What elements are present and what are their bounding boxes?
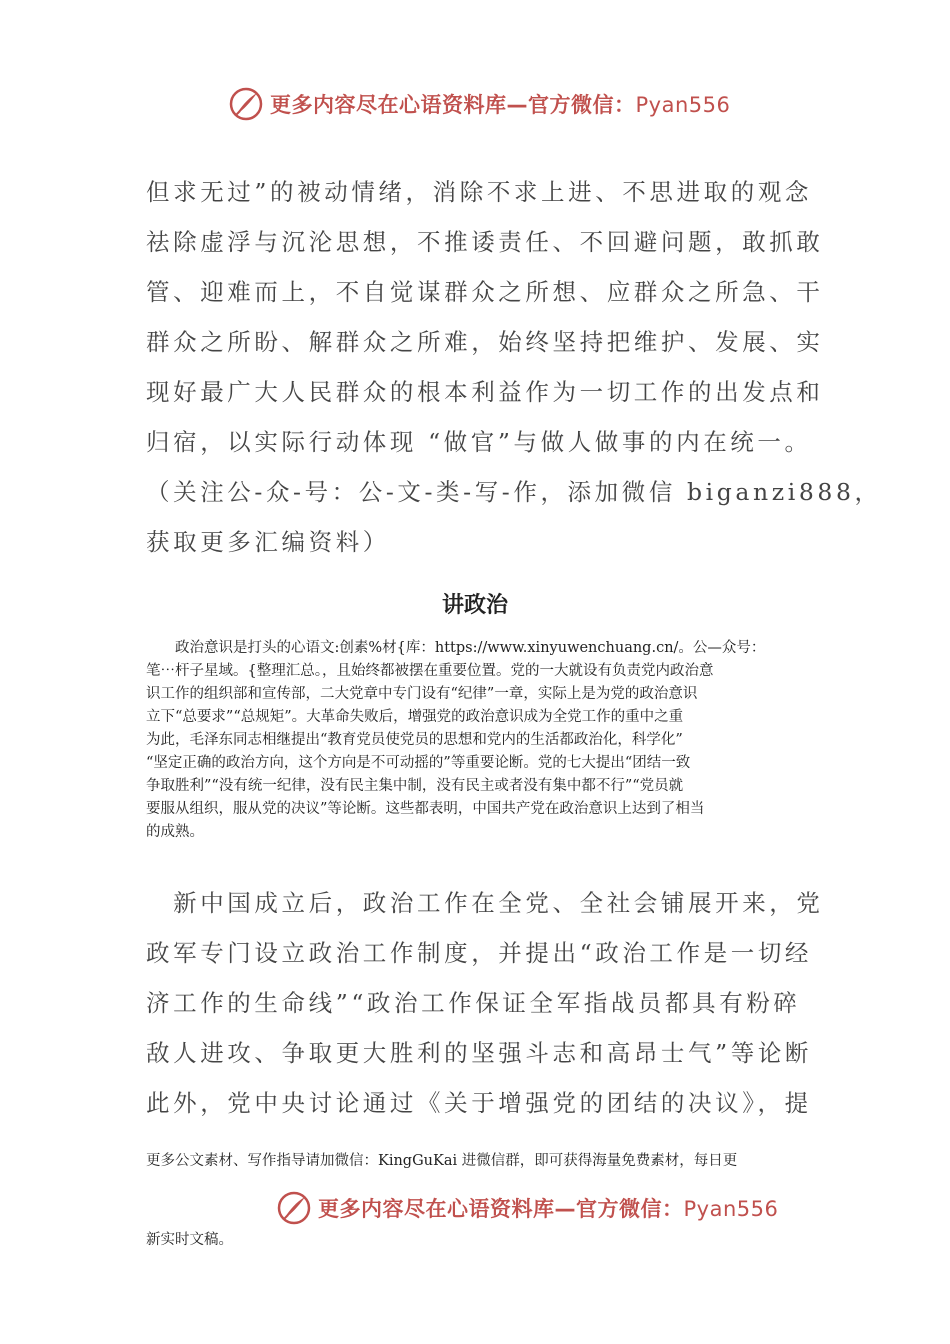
large-line: 新中国成立后，政治工作在全党、全社会铺展开来，党: [146, 889, 824, 917]
section-title: 讲政治: [441, 593, 508, 618]
intro-line: 归宿，以实际行动体现 “做官”与做人做事的内在统一。: [146, 428, 812, 456]
small-line: 争取胜利”“没有统一纪律，没有民主集中制，没有民主或者没有集中都不行”“党员就: [146, 778, 684, 794]
intro-line: （关注公-众-号：公-文-类-写-作，添加微信 biganzi888，: [146, 478, 882, 506]
intro-line: 管、迎难而上，不自觉谋群众之所想、应群众之所急、干: [146, 278, 824, 306]
footer-banner: [276, 1188, 778, 1228]
small-line: 笔⋯杆子星域。{整理汇总。，且始终都被摆在重要位置。党的一大就设有负责党内政治意: [146, 663, 714, 679]
large-line: 敌人进攻、争取更大胜利的坚强斗志和高昂士气”等论断: [146, 1039, 813, 1067]
banner-wechat-id: Pyan556: [635, 93, 731, 117]
section-small-paragraph: [146, 637, 806, 844]
intro-line: 现好最广大人民群众的根本利益作为一切工作的出发点和: [146, 378, 824, 406]
small-line: 识工作的组织部和宣传部，二大党章中专门设有“纪律”一章，实际上是为党的政治意识: [146, 686, 698, 702]
small-line: 政治意识是打头的心语文:创素%材{库：https://www.xinyuwenchuang.cn/。公—众号：: [146, 640, 766, 656]
intro-line: 但求无过”的被动情绪，消除不求上进、不思进取的观念: [146, 178, 813, 206]
small-line: 为此，毛泽东同志相继提出“教育党员使党员的思想和党内的生活都政治化，科学化”: [146, 732, 683, 748]
intro-line: 祛除虚浮与沉沦思想，不推诿责任、不回避问题，敢抓敢: [146, 228, 824, 256]
banner-text: [318, 1193, 778, 1223]
quill-pen-logo-icon: [276, 1190, 312, 1226]
header-banner: [228, 84, 730, 124]
banner-text: [270, 89, 730, 119]
large-line: 济工作的生命线”“政治工作保证全军指战员都具有粉碎: [146, 989, 801, 1017]
large-line: 政军专门设立政治工作制度，并提出“政治工作是一切经: [146, 939, 813, 967]
footer-note: 更多公文素材、写作指导请加微信：KingGuKai 进微信群，即可获得海量免费素材，每日更: [146, 1153, 738, 1169]
intro-paragraph: [146, 167, 882, 567]
intro-line: 获取更多汇编资料）: [146, 528, 390, 556]
intro-line: 群众之所盼、解群众之所难，始终坚持把维护、发展、实: [146, 328, 824, 356]
banner-wechat-id: Pyan556: [683, 1197, 779, 1221]
small-line: 立下“总要求”“总规矩”。大革命失败后，增强党的政治意识成为全党工作的重中之重: [146, 709, 684, 725]
small-line: 的成熟。: [146, 824, 204, 840]
banner-main-text: 更多内容尽在心语资料库—官方微信：: [270, 93, 636, 117]
quill-pen-logo-icon: [228, 86, 264, 122]
small-line: 要服从组织，服从党的决议”等论断。这些都表明，中国共产党在政治意识上达到了相当: [146, 801, 705, 817]
large-line: 此外，党中央讨论通过《关于增强党的团结的决议》，提: [146, 1089, 812, 1117]
banner-main-text: 更多内容尽在心语资料库—官方微信：: [318, 1197, 684, 1221]
footer-tail: 新实时文稿。: [146, 1232, 233, 1248]
section-large-paragraph: [146, 878, 824, 1128]
small-line: “坚定正确的政治方向，这个方向是不可动摇的”等重要论断。党的七大提出“团结一致: [146, 755, 691, 771]
